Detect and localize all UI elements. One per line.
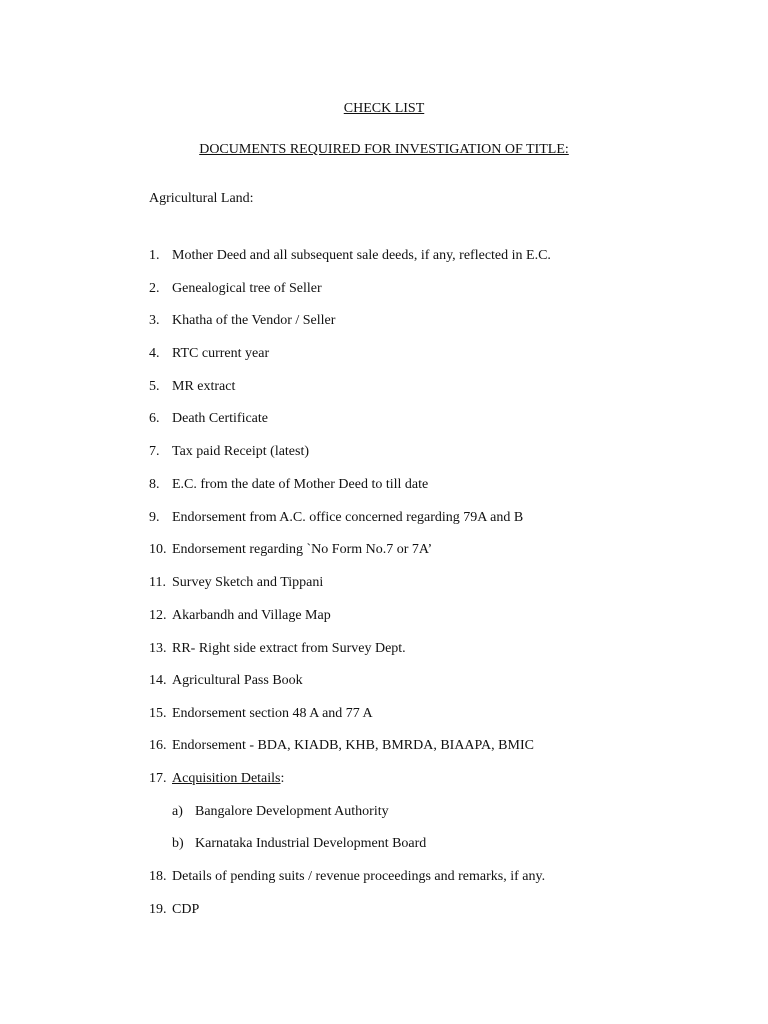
item-number: 19. — [149, 902, 167, 917]
list-item — [149, 901, 199, 919]
item-text: Endorsement regarding `No Form No.7 or 7A’ — [172, 542, 433, 557]
list-item — [149, 770, 284, 788]
item-text: MR extract — [172, 379, 236, 394]
item-number: 7. — [149, 444, 160, 459]
document-subtitle: DOCUMENTS REQUIRED FOR INVESTIGATION OF TITLE: — [199, 142, 569, 157]
list-item — [149, 705, 373, 723]
list-item — [149, 410, 268, 428]
list-item — [149, 868, 545, 886]
item-number: 6. — [149, 411, 160, 426]
item-text: Details of pending suits / revenue proceedings and remarks, if any. — [172, 869, 546, 884]
item-text: RTC current year — [172, 346, 270, 361]
item-number: 11. — [149, 575, 166, 590]
list-item — [149, 640, 406, 658]
list-item — [149, 574, 323, 592]
item-text: Endorsement section 48 A and 77 A — [172, 706, 373, 721]
item-number: 8. — [149, 477, 160, 492]
item-number: 13. — [149, 641, 167, 656]
sub-list-item — [172, 803, 389, 821]
item-text: Endorsement from A.C. office concerned regarding 79A and B — [172, 510, 524, 525]
item-text: E.C. from the date of Mother Deed to till date — [172, 477, 429, 492]
sub-item-text: Bangalore Development Authority — [195, 804, 389, 819]
item-number: 17. — [149, 771, 167, 786]
item-text: Agricultural Pass Book — [172, 673, 303, 688]
list-item — [149, 247, 551, 265]
item-number: 1. — [149, 248, 160, 263]
list-item — [149, 541, 432, 559]
item-number: 3. — [149, 313, 160, 328]
item-text: RR- Right side extract from Survey Dept. — [172, 641, 406, 656]
item-text: Akarbandh and Village Map — [172, 608, 331, 623]
list-item — [149, 345, 269, 363]
list-item — [149, 476, 428, 494]
item-number: 12. — [149, 608, 167, 623]
section-label: Agricultural Land: — [149, 191, 254, 206]
item-text: Survey Sketch and Tippani — [172, 575, 324, 590]
item-number: 10. — [149, 542, 167, 557]
item-number: 18. — [149, 869, 167, 884]
list-item — [149, 378, 235, 396]
list-item — [149, 280, 322, 298]
item-text: Death Certificate — [172, 411, 269, 426]
item-text: Mother Deed and all subsequent sale deeds, if any, reflected in E.C. — [172, 248, 551, 263]
item-number: 2. — [149, 281, 160, 296]
item-text: CDP — [172, 902, 200, 917]
item-number: 4. — [149, 346, 160, 361]
list-item — [149, 443, 309, 461]
sub-item-letter: b) — [172, 836, 184, 851]
item-number: 16. — [149, 738, 167, 753]
sub-list-item — [172, 835, 426, 853]
item-suffix: : — [280, 771, 285, 786]
item-number: 5. — [149, 379, 160, 394]
item-text: Tax paid Receipt (latest) — [172, 444, 310, 459]
sub-item-text: Karnataka Industrial Development Board — [195, 836, 427, 851]
list-item — [149, 312, 335, 330]
item-text: Acquisition Details — [172, 771, 281, 786]
item-number: 15. — [149, 706, 167, 721]
list-item — [149, 672, 303, 690]
list-item — [149, 737, 534, 755]
item-text: Khatha of the Vendor / Seller — [172, 313, 336, 328]
item-text: Endorsement - BDA, KIADB, KHB, BMRDA, BIAAPA, BMIC — [172, 738, 534, 753]
sub-item-letter: a) — [172, 804, 183, 819]
list-item — [149, 607, 331, 625]
item-number: 9. — [149, 510, 160, 525]
item-text: Genealogical tree of Seller — [172, 281, 322, 296]
document-title: CHECK LIST — [343, 101, 425, 116]
list-item — [149, 509, 523, 527]
item-number: 14. — [149, 673, 167, 688]
